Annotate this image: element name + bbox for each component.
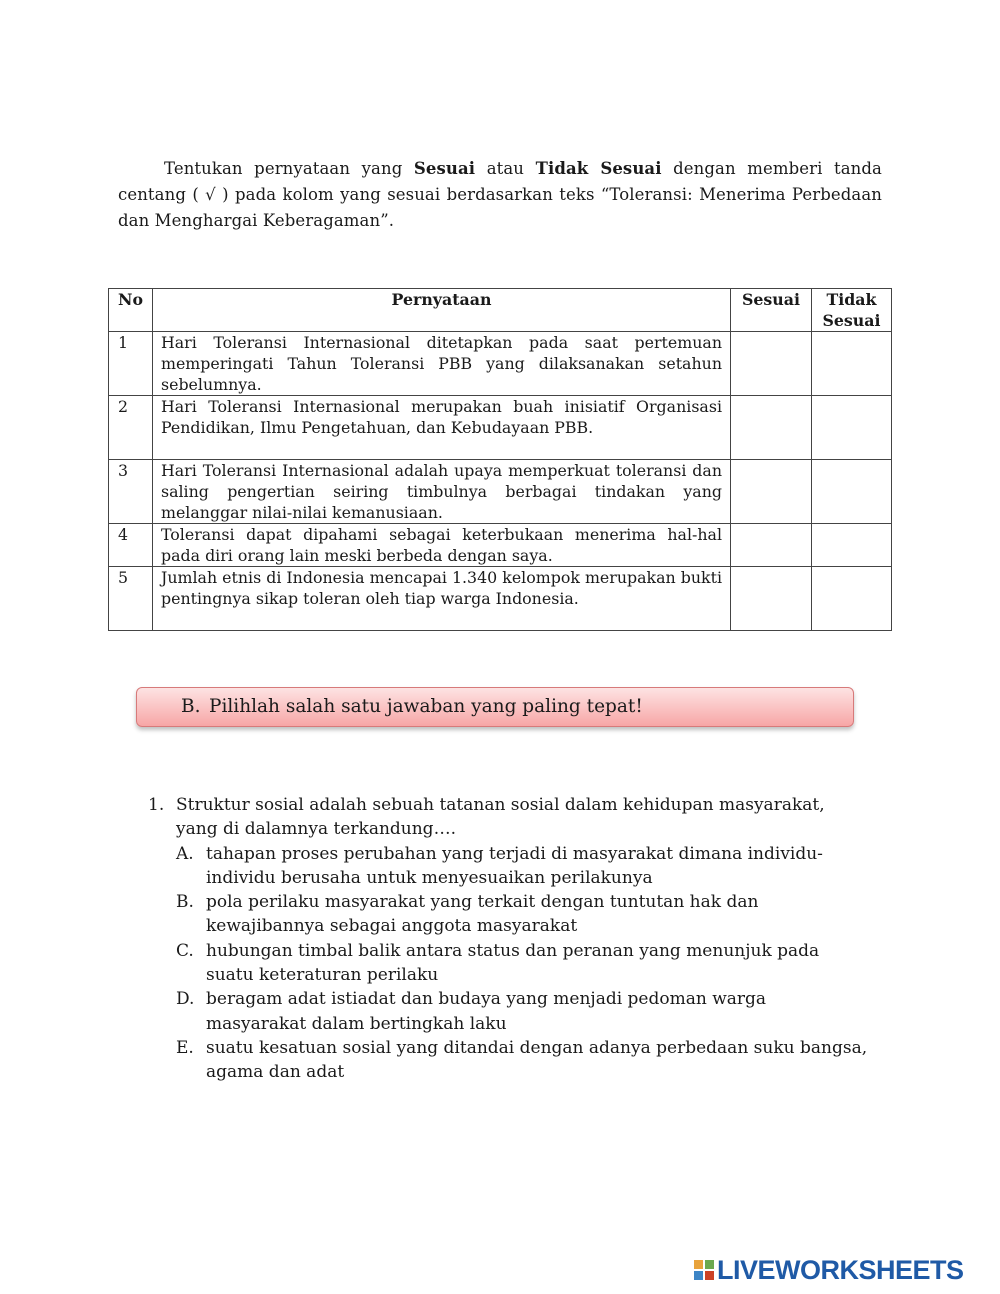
tidak-sesuai-check-cell[interactable] [811, 567, 891, 631]
option-text: hubungan timbal balik antara status dan peranan yang menunjuk pada suatu keteraturan perilaku [206, 940, 820, 986]
tidak-sesuai-check-cell[interactable] [811, 460, 891, 524]
instruction-text-2: atau [475, 159, 536, 178]
table-row [109, 460, 892, 524]
row-number: 1 [109, 332, 153, 396]
logo-tile [705, 1271, 714, 1280]
section-b-heading [181, 696, 643, 717]
table-row [109, 524, 892, 567]
section-b-letter: B. [181, 696, 201, 717]
option-text: suatu kesatuan sosial yang ditandai dengan adanya perbedaan suku bangsa, agama dan adat [206, 1037, 868, 1083]
logo-tile [705, 1260, 714, 1269]
table-row [109, 567, 892, 631]
header-sesuai: Sesuai [731, 289, 812, 332]
instruction-paragraph [118, 156, 882, 234]
option-letter: E. [176, 1037, 194, 1058]
header-statement: Pernyataan [152, 289, 730, 332]
option-e[interactable] [176, 1036, 868, 1085]
option-text: beragam adat istiadat dan budaya yang menjadi pedoman warga masyarakat dalam bertingkah laku [206, 989, 767, 1034]
table-row [109, 332, 892, 396]
logo-tile [694, 1271, 703, 1280]
sesuai-check-cell[interactable] [731, 332, 812, 396]
option-list [148, 842, 868, 1085]
tidak-sesuai-check-cell[interactable] [811, 396, 891, 460]
instruction-bold-sesuai: Sesuai [413, 159, 476, 178]
option-letter: D. [176, 989, 195, 1010]
sesuai-check-cell[interactable] [731, 460, 812, 524]
sesuai-check-cell[interactable] [731, 567, 812, 631]
row-statement: Hari Toleransi Internasional adalah upaya memperkuat toleransi dan saling pengertian seiring timbulnya berbagai tindakan yang melanggar nilai-nilai kemanusiaan. [152, 460, 730, 524]
row-statement: Hari Toleransi Internasional merupakan buah inisiatif Organisasi Pendidikan, Ilmu Pengetahuan, dan Kebudayaan PBB. [152, 396, 730, 460]
option-letter: C. [176, 940, 194, 961]
row-statement: Toleransi dapat dipahami sebagai keterbukaan menerima hal-hal pada diri orang lain meski berbeda dengan saya. [152, 524, 730, 567]
sesuai-check-cell[interactable] [731, 396, 812, 460]
table-header-row [109, 289, 892, 332]
instruction-text-1: Tentukan pernyataan yang [164, 159, 414, 178]
instruction-text-3: dengan memberi tanda centang ( √ ) pada kolom yang sesuai berdasarkan teks “Toleransi: Menerima Perbedaan dan Menghargai Keberagaman”. [118, 159, 882, 230]
header-no: No [109, 289, 153, 332]
logo-tile [694, 1260, 703, 1269]
option-letter: A. [176, 843, 194, 864]
question-number: 1. [148, 795, 165, 815]
question-stem [148, 793, 868, 842]
question-text: Struktur sosial adalah sebuah tatanan sosial dalam kehidupan masyarakat, yang di dalamnya terkandung…. [176, 795, 825, 840]
row-statement: Hari Toleransi Internasional ditetapkan pada saat pertemuan memperingati Tahun Toleransi PBB yang dilaksanakan setahun sebelumnya. [152, 332, 730, 396]
row-number: 4 [109, 524, 153, 567]
liveworksheets-logo-icon [693, 1259, 715, 1281]
row-statement: Jumlah etnis di Indonesia mencapai 1.340 kelompok merupakan bukti pentingnya sikap toleran oleh tiap warga Indonesia. [152, 567, 730, 631]
header-tidak-sesuai: Tidak Sesuai [811, 289, 891, 332]
question-1 [148, 793, 868, 1085]
option-b[interactable] [176, 890, 868, 939]
option-c[interactable] [176, 939, 868, 988]
table-row [109, 396, 892, 460]
statement-table [108, 288, 892, 631]
tidak-sesuai-check-cell[interactable] [811, 524, 891, 567]
row-number: 2 [109, 396, 153, 460]
section-b-banner [136, 687, 854, 727]
row-number: 5 [109, 567, 153, 631]
option-text: tahapan proses perubahan yang terjadi di masyarakat dimana individu-individu berusaha untuk menyesuaikan perilakunya [206, 843, 823, 888]
row-number: 3 [109, 460, 153, 524]
option-d[interactable] [176, 987, 868, 1036]
option-a[interactable] [176, 842, 868, 891]
option-text: pola perilaku masyarakat yang terkait dengan tuntutan hak dan kewajibannya sebagai anggota masyarakat [206, 892, 759, 937]
liveworksheets-logo [693, 1256, 964, 1284]
tidak-sesuai-check-cell[interactable] [811, 332, 891, 396]
brand-name: LIVEWORKSHEETS [717, 1254, 964, 1285]
instruction-bold-tidak-sesuai: Tidak Sesuai [535, 159, 662, 178]
sesuai-check-cell[interactable] [731, 524, 812, 567]
section-b-title: Pilihlah salah satu jawaban yang paling tepat! [209, 696, 643, 717]
option-letter: B. [176, 892, 194, 913]
